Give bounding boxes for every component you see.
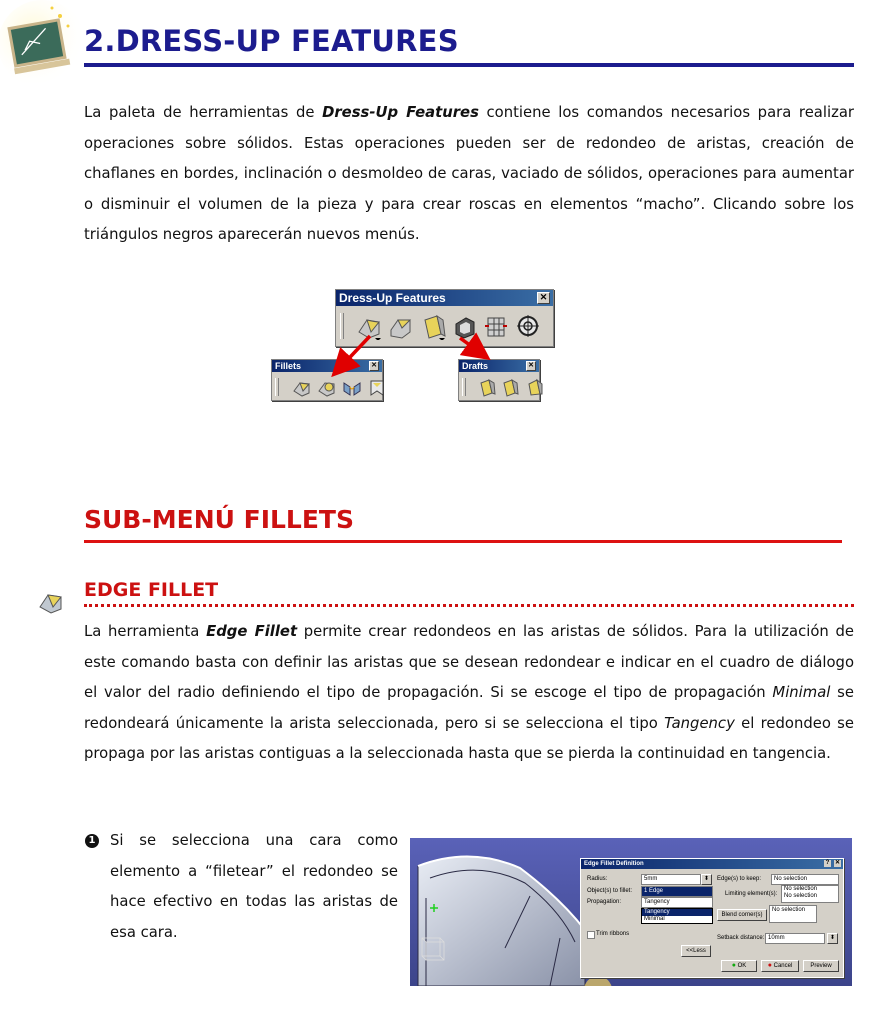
option-minimal[interactable]: Minimal [644, 916, 665, 922]
edge-fillet-icon[interactable] [292, 377, 312, 397]
para-italic-term: Minimal [772, 684, 831, 701]
setback-input[interactable]: 10mm [765, 933, 825, 944]
variable-fillet-icon[interactable] [317, 377, 337, 397]
face-face-fillet-icon[interactable] [342, 377, 362, 397]
radius-input[interactable]: 5mm [641, 874, 701, 885]
dressup-toolbar-title: Dress-Up Features [339, 291, 446, 305]
para-text: se redondeará únicamente la arista seleccionada, pero si se selecciona el tipo [84, 684, 854, 732]
keep-label: Edge(s) to keep: [717, 876, 762, 882]
cancel-button[interactable] [761, 960, 799, 972]
radius-label: Radius: [587, 876, 608, 882]
blend-input[interactable]: No selection [769, 905, 817, 923]
para-bold-term: Edge Fillet [206, 623, 298, 640]
drafts-toolbar-title: Drafts [462, 361, 489, 371]
edge-fillet-icon [37, 587, 67, 617]
dialog-title: Edge Fillet Definition [584, 861, 644, 867]
objects-input[interactable]: 1 Edge [641, 886, 713, 897]
ok-button[interactable] [721, 960, 757, 972]
close-icon[interactable]: ✕ [369, 361, 379, 371]
para-italic-term: Tangency [664, 714, 735, 732]
limiting-value-2: No selection [784, 893, 818, 899]
bullet-number: 1 [85, 834, 99, 848]
red-arrows [300, 318, 510, 378]
edge-fillet-title: EDGE FILLET [84, 579, 219, 601]
trim-ribbons-checkbox[interactable] [587, 931, 595, 939]
para-text: el redondeo se propaga por las aristas contiguas a la seleccionada hasta que se pierda la continuidad en tangencia. [84, 714, 854, 762]
arrow-to-fillets [336, 336, 370, 372]
para-text: La herramienta [84, 623, 207, 640]
bullet-text: Si se selecciona una cara como elemento a “filetear” el redondeo se hace efectivo en todas las aristas de esa cara. [110, 832, 398, 941]
setback-spinner[interactable]: ⬍ [827, 933, 838, 944]
intro-paragraph [84, 98, 854, 251]
catia-screenshot [410, 838, 852, 986]
chapter-icon [0, 0, 84, 96]
intro-text-2: contiene los comandos necesarios para realizar operaciones sobre sólidos. Estas operaciones pueden ser de redondeo de aristas, creación de chaflanes en bordes, inclinación o desmoldeo de caras, vaciado de sólidos, operaciones para aumentar o disminuir el volumen de la pieza y para crear roscas en elementos “macho”. Clicando sobre los triángulos negros aparecerán nuevos menús. [84, 104, 855, 243]
edge-fillet-dialog[interactable] [580, 858, 844, 978]
draft-reflect-line-icon[interactable] [501, 377, 520, 397]
ok-icon: ● [731, 962, 736, 969]
propagation-dropdown[interactable] [641, 908, 713, 924]
edge-fillet-paragraph [84, 617, 854, 770]
section-title: 2.DRESS-UP FEATURES [84, 24, 459, 58]
para-text: permite crear redondeos en las aristas de sólidos. Para la utilización de este comando basta con definir las aristas que se desean redondear e indicar en el cuadro de diálogo el valor del radio definiendo el tipo de propagación. Si se escoge el tipo de propagación [84, 623, 854, 701]
submenu-underline [84, 540, 842, 543]
submenu-title: SUB-MENÚ FILLETS [84, 505, 354, 534]
radius-spinner[interactable]: ⬍ [701, 874, 712, 885]
edge-fillet-underline [84, 604, 854, 607]
cancel-label: Cancel [773, 963, 793, 969]
objects-label: Object(s) to fillet: [587, 888, 633, 894]
close-icon[interactable]: ✕ [834, 860, 841, 866]
draft-angle-icon[interactable] [477, 377, 496, 397]
tritangent-fillet-icon[interactable] [367, 377, 387, 397]
cancel-icon: ● [767, 962, 772, 969]
intro-text-1: La paleta de herramientas de [84, 104, 323, 121]
thread-icon[interactable] [515, 312, 541, 340]
title-underline [84, 63, 854, 67]
help-button[interactable]: ? [825, 860, 830, 866]
preview-button[interactable]: Preview [803, 960, 839, 972]
arrow-to-drafts [460, 338, 485, 356]
propagation-label: Propagation: [587, 899, 622, 905]
ok-label: OK [737, 963, 747, 969]
trim-ribbons-label: Trim ribbons [596, 931, 630, 937]
fillets-toolbar-title: Fillets [275, 361, 302, 371]
close-icon[interactable]: ✕ [537, 292, 550, 304]
variable-draft-icon[interactable] [525, 377, 544, 397]
propagation-select[interactable]: Tangency [641, 897, 713, 908]
limiting-label: Limiting element(s): [725, 891, 778, 897]
option-tangency[interactable]: Tangency [642, 909, 712, 916]
intro-bold-term: Dress-Up Features [322, 104, 479, 121]
limiting-input[interactable] [781, 885, 839, 903]
limiting-value-1: No selection [784, 886, 818, 892]
close-icon[interactable]: ✕ [526, 361, 536, 371]
setback-label: Setback distance: [717, 935, 765, 941]
less-button[interactable]: <<Less [681, 945, 711, 957]
keep-input[interactable]: No selection [771, 874, 839, 885]
blend-corners-button[interactable]: Blend corner(s) [717, 909, 767, 921]
